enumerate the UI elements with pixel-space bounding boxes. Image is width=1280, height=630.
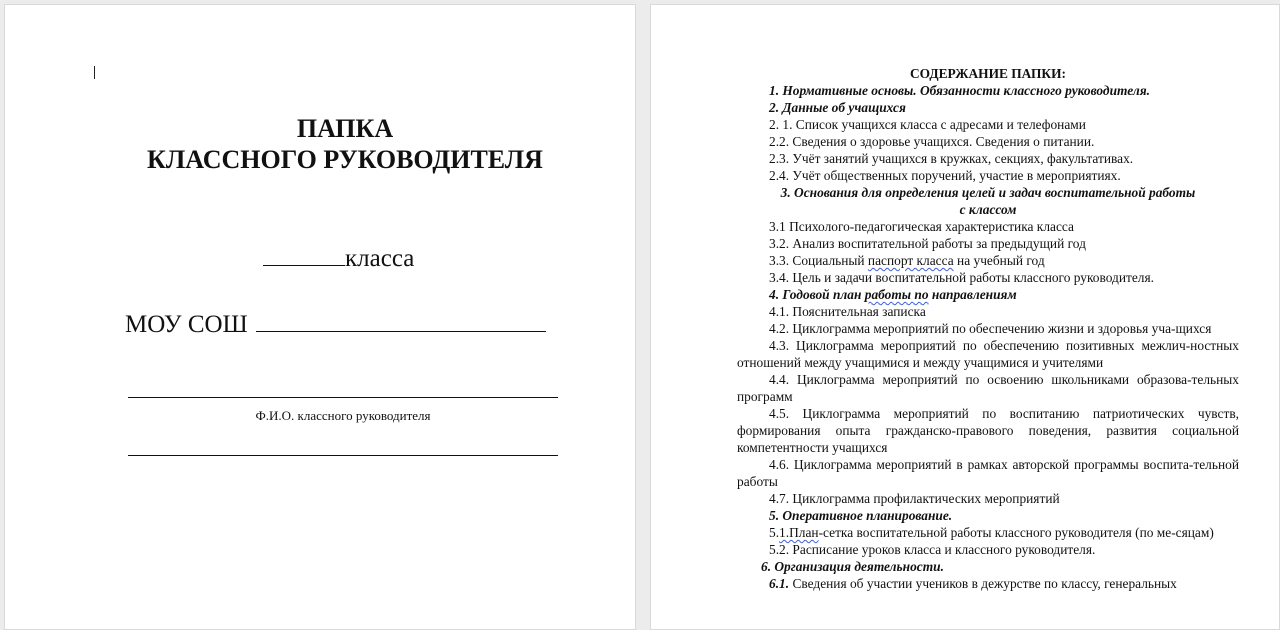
toc-item-3-2: 3.2. Анализ воспитательной работы за предыдущий год bbox=[769, 236, 1086, 251]
toc-item-3-3-pre: 3.3. Социальный bbox=[769, 253, 868, 268]
school-label: МОУ СОШ bbox=[125, 311, 248, 338]
toc-item-4-7: 4.7. Циклограмма профилактических мероприятий bbox=[769, 491, 1060, 506]
page-cover bbox=[4, 4, 636, 630]
spellcheck-underline: паспорт класса bbox=[867, 253, 954, 268]
toc-item-4-2: 4.2. Циклограмма мероприятий по обеспечению жизни и здоровья уча-щихся bbox=[769, 321, 1212, 336]
toc-section-6: 6. Организация деятельности. bbox=[761, 559, 944, 574]
toc-item-5-2: 5.2. Расписание уроков класса и классного руководителя. bbox=[769, 542, 1096, 557]
class-blank bbox=[263, 241, 345, 266]
toc-item-5-1-pre: 5. bbox=[769, 525, 780, 540]
toc-item-4-5: 4.5. Циклограмма мероприятий по воспитанию патриотических чувств, формирования опыта гражданско-правового поведения, развития социальной компетентности учащихся bbox=[737, 406, 1239, 455]
toc-section-4-pre: 4. Годовой план bbox=[769, 287, 865, 302]
toc-item-3-1: 3.1 Психолого-педагогическая характеристика класса bbox=[769, 219, 1074, 234]
toc-item-3-4: 3.4. Цель и задачи воспитательной работы классного руководителя. bbox=[769, 270, 1154, 285]
bottom-line bbox=[128, 455, 558, 456]
toc-item-5-1-post: -сетка воспитательной работы классного руководителя (по ме-сяцам) bbox=[818, 525, 1214, 540]
toc-item-2-4: 2.4. Учёт общественных поручений, участие в мероприятиях. bbox=[769, 168, 1121, 183]
page-contents bbox=[650, 4, 1280, 630]
text-cursor bbox=[94, 66, 95, 79]
toc-item-4-1: 4.1. Пояснительная записка bbox=[769, 304, 926, 319]
toc-item-2-1: 2. 1. Список учащихся класса с адресами и телефонами bbox=[769, 117, 1086, 132]
toc-item-2-3: 2.3. Учёт занятий учащихся в кружках, секциях, факультативах. bbox=[769, 151, 1134, 166]
cover-title-line1: ПАПКА bbox=[296, 114, 394, 143]
table-of-contents bbox=[737, 65, 1239, 592]
toc-item-2-2: 2.2. Сведения о здоровье учащихся. Сведения о питании. bbox=[769, 134, 1095, 149]
toc-section-5: 5. Оперативное планирование. bbox=[769, 508, 953, 523]
toc-section-4-post: направлениям bbox=[928, 287, 1017, 302]
spellcheck-underline: 1.План bbox=[779, 525, 819, 540]
toc-item-4-6: 4.6. Циклограмма мероприятий в рамках авторской программы воспита-тельной работы bbox=[737, 457, 1239, 489]
toc-section-3-line1: 3. Основания для определения целей и задач воспитательной работы bbox=[780, 185, 1196, 200]
class-field bbox=[263, 241, 414, 273]
toc-item-6-1 bbox=[737, 575, 1239, 592]
fio-line bbox=[128, 397, 558, 398]
toc-section-2: 2. Данные об учащихся bbox=[769, 100, 906, 115]
class-word: класса bbox=[345, 245, 415, 272]
toc-item-3-3-post: на учебный год bbox=[953, 253, 1045, 268]
school-field bbox=[125, 305, 546, 339]
toc-item-3-3 bbox=[737, 252, 1239, 269]
toc-item-5-1 bbox=[737, 524, 1239, 541]
fio-caption: Ф.И.О. классного руководителя bbox=[255, 408, 431, 423]
school-blank bbox=[256, 305, 546, 332]
toc-heading: СОДЕРЖАНИЕ ПАПКИ: bbox=[909, 66, 1067, 81]
toc-item-6-1-text: Сведения об участии учеников в дежурстве по классу, генеральных bbox=[789, 576, 1177, 591]
toc-item-4-3: 4.3. Циклограмма мероприятий по обеспечению позитивных межлич-ностных отношений между учащимися и между учащимися и учителями bbox=[737, 338, 1239, 370]
toc-section-3-line2: с классом bbox=[959, 202, 1017, 217]
toc-item-4-4: 4.4. Циклограмма мероприятий по освоению школьниками образова-тельных программ bbox=[737, 372, 1239, 404]
spellcheck-underline: работы по bbox=[864, 287, 929, 302]
toc-section-1: 1. Нормативные основы. Обязанности классного руководителя. bbox=[769, 83, 1150, 98]
toc-item-6-1-number: 6.1. bbox=[769, 576, 790, 591]
cover-title-line2: КЛАССНОГО РУКОВОДИТЕЛЯ bbox=[147, 145, 543, 174]
toc-section-4 bbox=[737, 286, 1239, 303]
